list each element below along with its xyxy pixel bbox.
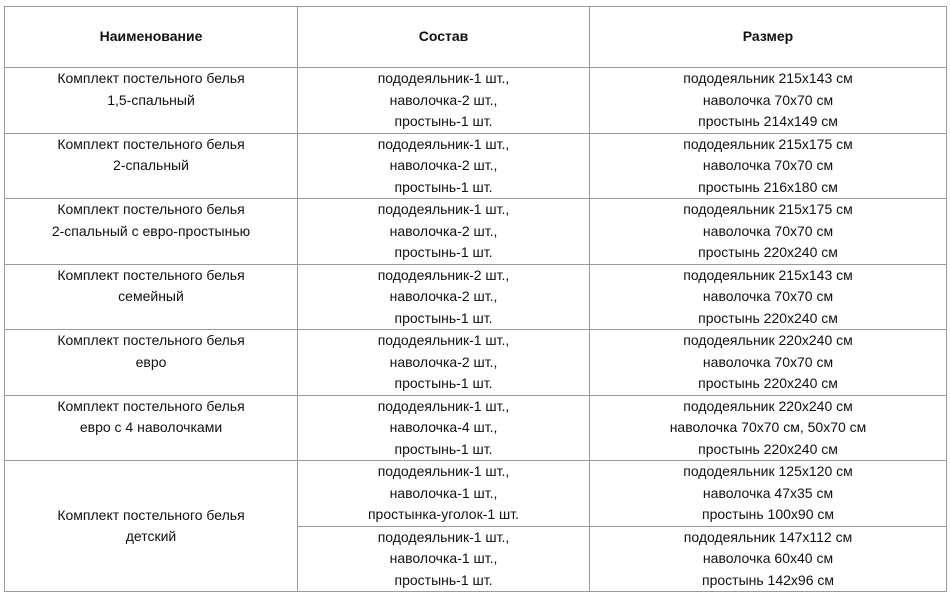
composition-cell [298,199,590,265]
size-cell [590,330,947,396]
size-cell-line: пододеяльник 125х120 см [683,463,853,479]
composition-cell [298,395,590,461]
table-row [5,264,947,330]
name-cell-line: Комплект постельного белья [57,70,245,86]
composition-cell-line: наволочка-1 шт., [389,550,498,566]
name-cell-line: 2-спальный [113,157,189,173]
size-cell-line: пододеяльник 220х240 см [683,332,853,348]
size-cell-line: наволочка 70х70 см [702,222,834,239]
name-cell [5,68,298,134]
table-row [5,330,947,396]
table-row [5,395,947,461]
header-row [5,7,947,68]
size-cell-line: наволочка 70х70 см [702,353,834,370]
composition-cell-line: простынь-1 шт. [394,571,493,588]
composition-cell-line: простынь-1 шт. [394,309,493,326]
size-cell-line: пододеяльник 215х175 см [683,201,853,217]
composition-cell [298,68,590,134]
composition-cell-line: пододеяльник-1 шт., [377,463,510,479]
composition-cell-line: простынка-уголок-1 шт. [367,506,520,522]
composition-cell-line: наволочка-1 шт., [389,484,498,501]
size-cell-line: наволочка 70х70 см [702,288,834,304]
size-cell-line: пододеяльник 147х112 см [683,528,853,545]
table-row [5,199,947,265]
header-composition: Состав [298,7,590,68]
composition-cell-line: простынь-1 шт. [394,113,493,129]
size-cell [590,199,947,265]
name-cell-line: евро [135,353,167,370]
size-cell [590,264,947,330]
composition-cell-line: пододеяльник-1 шт., [377,201,510,217]
size-cell-line: простынь 214х149 см [698,113,838,129]
name-cell-line: Комплект постельного белья [57,506,245,523]
composition-cell-line: пододеяльник-1 шт., [377,528,510,545]
name-cell [5,264,298,330]
name-cell-line: 2-спальный с евро-простынью [51,222,251,239]
composition-cell-line: пододеяльник-1 шт., [377,135,510,152]
composition-cell-line: простынь-1 шт. [394,244,493,260]
composition-cell-line: пододеяльник-1 шт., [377,397,510,414]
composition-cell [298,461,590,527]
composition-cell-line: наволочка-2 шт., [389,91,498,108]
size-cell-line: простынь 220х240 см [698,244,838,260]
composition-cell-line: простынь-1 шт. [394,375,493,391]
name-cell [5,330,298,396]
name-cell [5,395,298,461]
size-cell-line: наволочка 70х70 см [702,91,834,108]
composition-cell [298,526,590,592]
composition-cell [298,133,590,199]
name-cell-line: евро с 4 наволочками [79,419,223,435]
size-cell-line: пододеяльник 215х143 см [683,70,853,86]
composition-cell [298,330,590,396]
composition-cell [298,264,590,330]
name-cell-line: детский [125,528,177,544]
composition-cell-line: пододеяльник-1 шт., [377,332,510,348]
size-cell [590,395,947,461]
composition-cell-line: наволочка-2 шт., [389,353,498,370]
size-cell-line: наволочка 70х70 см [702,157,834,173]
composition-cell-line: пододеяльник-1 шт., [377,70,510,86]
composition-cell-line: наволочка-2 шт., [389,222,498,239]
bedding-table [4,6,947,592]
size-cell [590,526,947,592]
size-cell-line: простынь 100х90 см [702,506,834,522]
table-row [5,68,947,134]
name-cell-line: Комплект постельного белья [57,201,245,217]
name-cell-line: 1,5-спальный [107,91,195,108]
size-cell [590,133,947,199]
size-cell-line: простынь 220х240 см [698,440,838,457]
size-cell-line: простынь 220х240 см [698,375,838,391]
name-cell [5,461,298,592]
composition-cell-line: наволочка-4 шт., [389,419,498,435]
table-row [5,461,947,527]
size-cell-line: простынь 216х180 см [698,178,838,195]
composition-cell-line: наволочка-2 шт., [389,288,498,304]
composition-cell-line: простынь-1 шт. [394,178,493,195]
name-cell-line: Комплект постельного белья [57,332,245,348]
header-size: Размер [590,7,947,68]
size-cell-line: пододеяльник 215х143 см [683,266,853,283]
name-cell-line: семейный [118,288,184,304]
name-cell [5,133,298,199]
header-name: Наименование [5,7,298,68]
name-cell [5,199,298,265]
composition-cell-line: простынь-1 шт. [394,440,493,457]
size-cell-line: пододеяльник 220х240 см [683,397,853,414]
name-cell-line: Комплект постельного белья [57,266,245,283]
name-cell-line: Комплект постельного белья [57,135,245,152]
size-cell-line: наволочка 47х35 см [702,484,834,501]
size-cell [590,461,947,527]
table-body [5,68,947,592]
name-cell-line: Комплект постельного белья [57,397,245,414]
size-cell-line: простынь 220х240 см [698,309,838,326]
size-cell-line: наволочка 60х40 см [702,550,834,566]
size-cell [590,68,947,134]
size-cell-line: наволочка 70х70 см, 50х70 см [669,419,867,435]
composition-cell-line: наволочка-2 шт., [389,157,498,173]
composition-cell-line: пододеяльник-2 шт., [377,266,510,283]
size-cell-line: простынь 142х96 см [702,571,834,588]
size-cell-line: пододеяльник 215х175 см [683,135,853,152]
table-row [5,133,947,199]
